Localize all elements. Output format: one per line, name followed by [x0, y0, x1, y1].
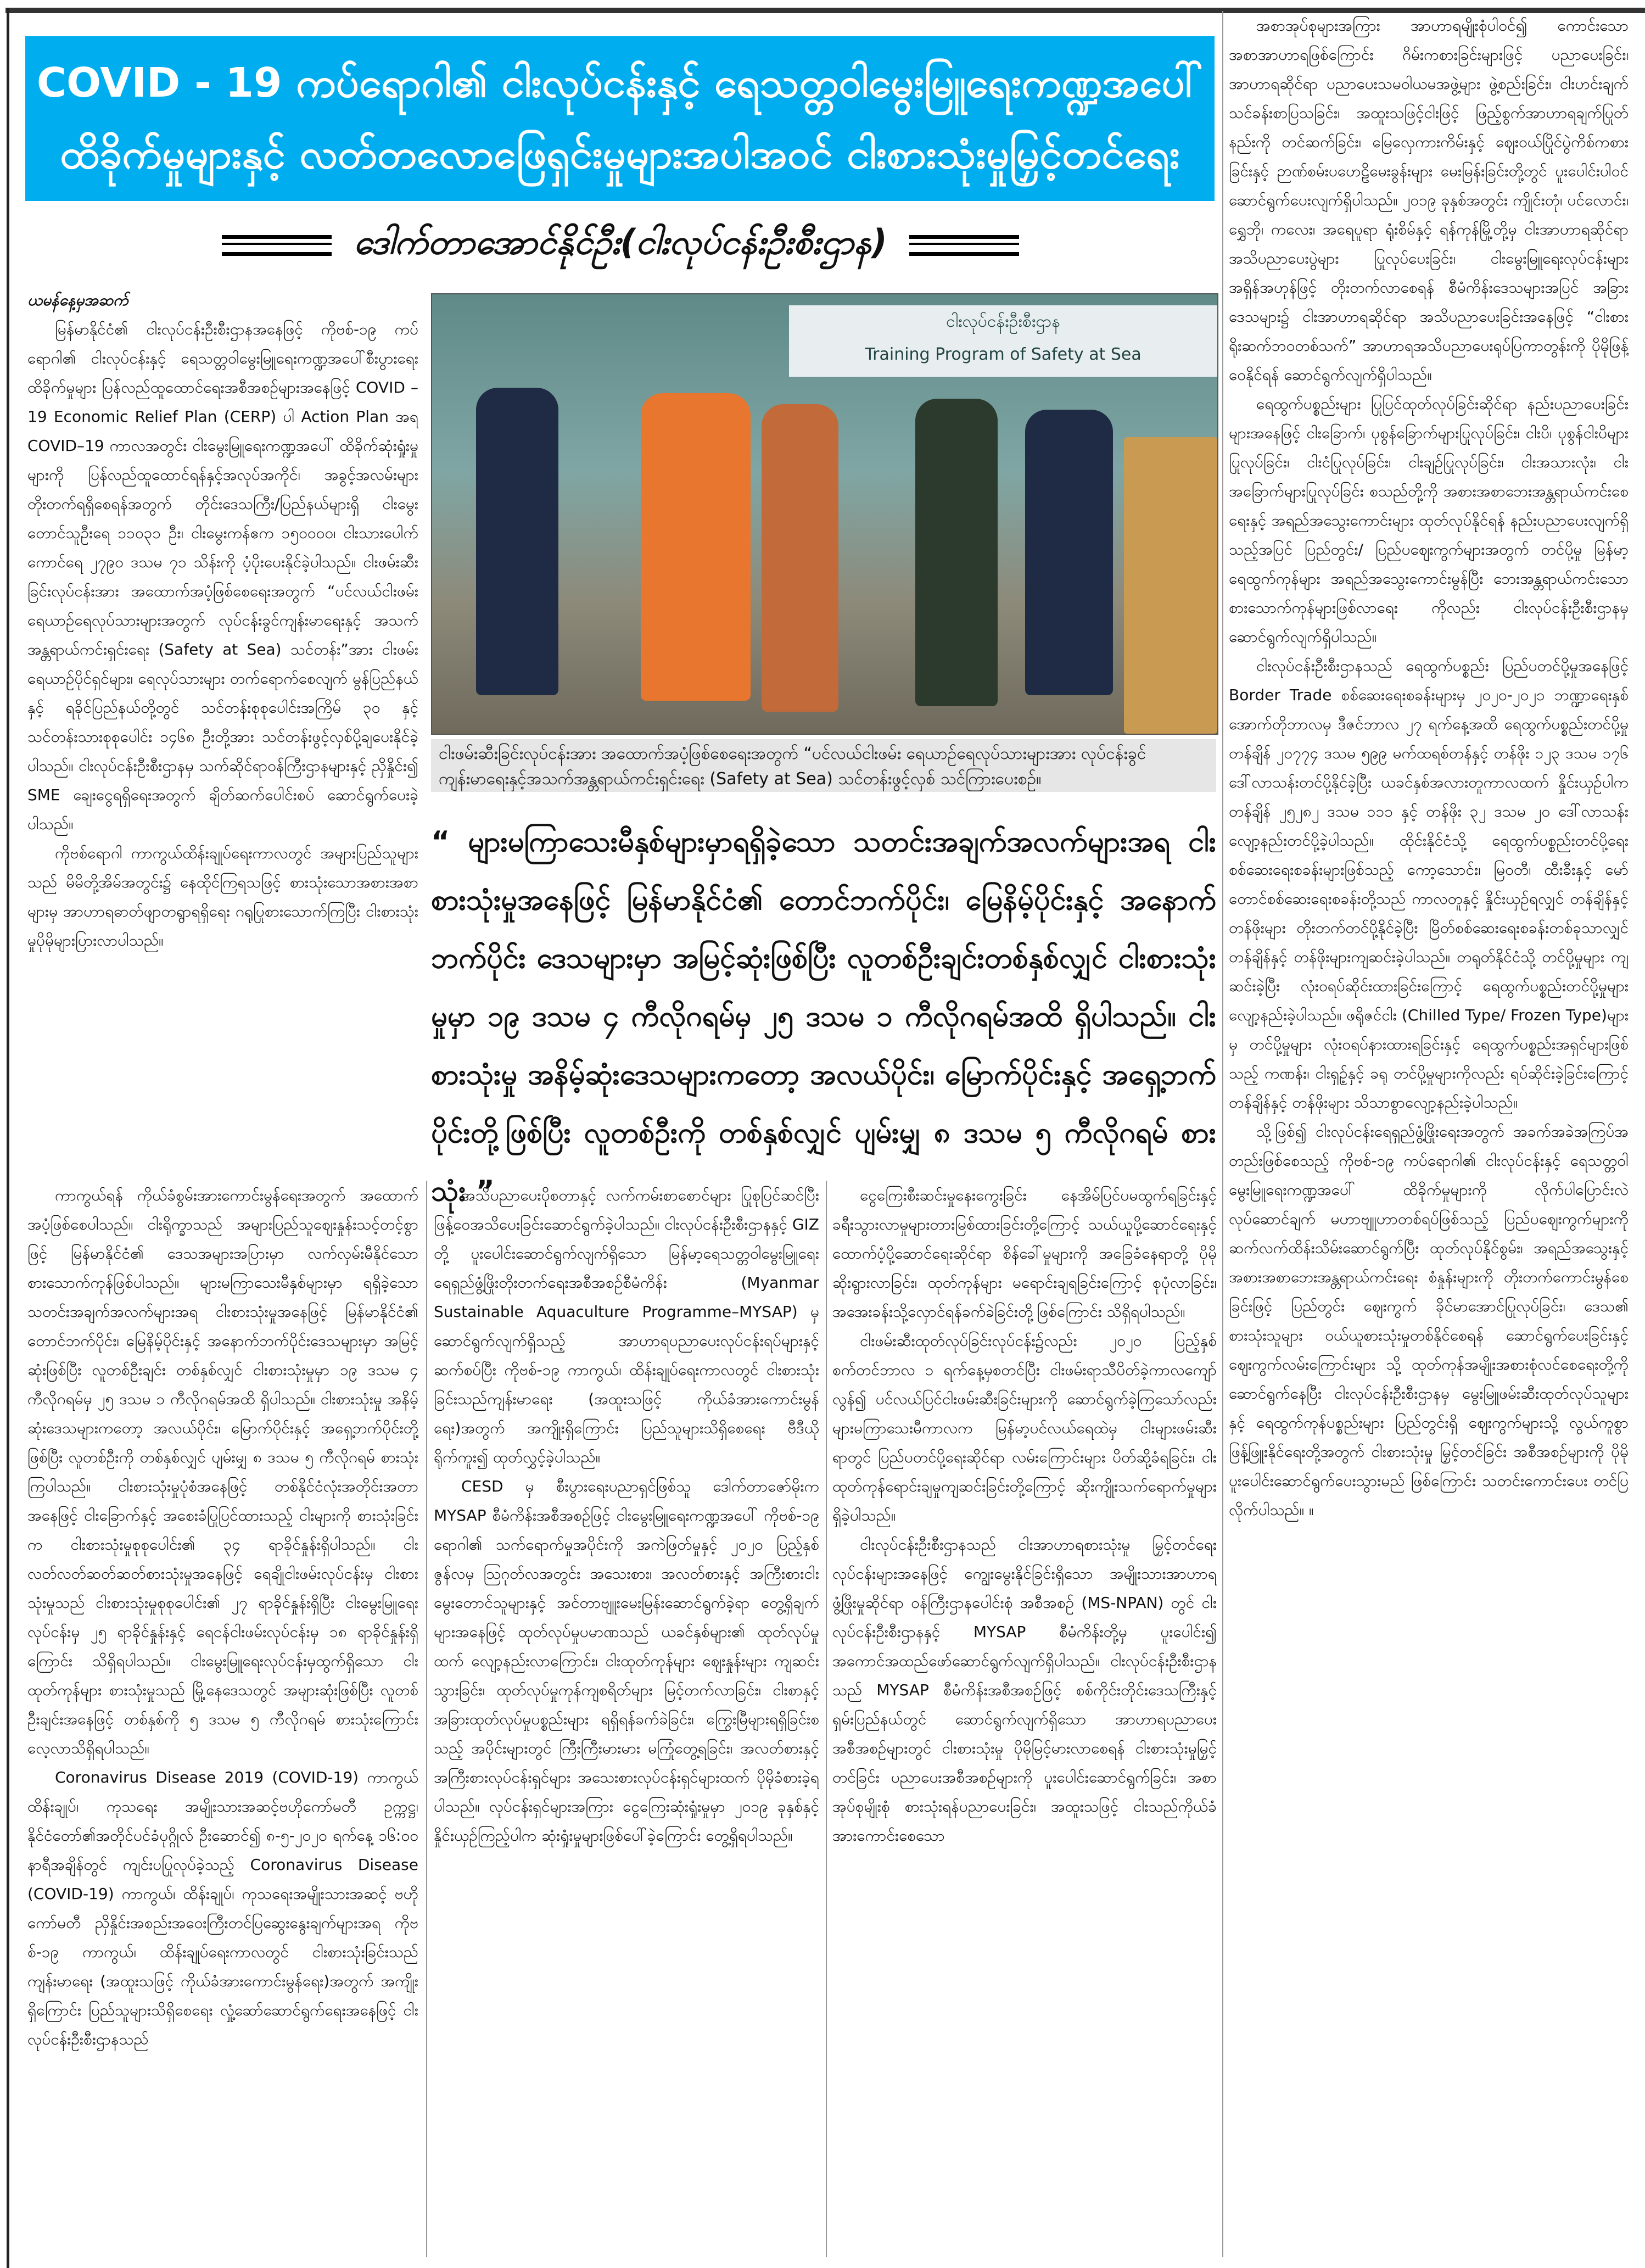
- trainee-figure: [762, 404, 838, 712]
- column-left-top: [27, 286, 418, 1164]
- column-divider: [826, 1181, 827, 2257]
- headline-line-2: ထိခိုက်မှုများနှင့် လတ်တလောဖြေရှင်းမှုများအပါအဝင် ငါးစားသုံးမှုမြှင့်တင်ရေး: [60, 131, 1180, 178]
- column-divider: [426, 1181, 427, 2257]
- firefighter-figure: [915, 399, 998, 706]
- paragraph: Coronavirus Disease 2019 (COVID-19) ကာကွယ်ထိန်းချုပ်၊ ကုသရေး အမျိုးသားအဆင့်ဗဟိုကော်မတီ ဥက္ကဋ္ဌ၊ နိုင်ငံတော်၏အတိုင်ပင်ခံပုဂ္ဂိုလ် ဦးဆောင်၍ ၈-၅-၂၀၂၀ ရက်နေ့ ၁၆:၀၀ နာရီအချိန်တွင် ကျင်းပပြုလုပ်ခဲ့သည့် Coronavirus Disease (COVID-19) ကာကွယ်၊ ထိန်းချုပ်၊ ကုသရေးအမျိုးသားအဆင့် ဗဟိုကော်မတီ ညှိနှိုင်းအစည်းအဝေးကြီးတင်ပြဆွေးနွေးချက်များအရ ကိုဗစ်-၁၉ ကာကွယ်၊ ထိန်းချုပ်ရေးကာလတွင် ငါးစားသုံးခြင်းသည် ကျန်းမာရေး (အထူးသဖြင့် ကိုယ်ခံအားကောင်းမွန်ရေး)အတွက် အကျိုးရှိကြောင်း ပြည်သူများသိရှိစေရေး လှုံ့ဆော်ဆောင်ရွက်ရေးအနေဖြင့် ငါးလုပ်ငန်းဦးစီးဌာနသည်: [27, 1768, 418, 2048]
- column-1: [27, 1181, 418, 2257]
- photo-banner: [789, 305, 1217, 377]
- headline-line-1: COVID - 19 ကပ်ရောဂါ၏ ငါးလုပ်ငန်းနှင့် ရေသတ္တဝါမွေးမြူရေးကဏ္ဍအပေါ်: [36, 59, 1204, 107]
- paragraph: ငါးဖမ်းဆီးထုတ်လုပ်ခြင်းလုပ်ငန်း၌လည်း ၂၀၂၀ ပြည့်နှစ် စက်တင်ဘာလ ၁ ရက်နေ့မှစတင်ပြီး ငါးဖမ်းရာသီပိတ်ခဲ့ကာလကျော်လွန်၍ ပင်လယ်ပြင်ငါးဖမ်းဆီးခြင်းများကို ဆောင်ရွက်ခဲ့ကြသော်လည်း များမကြာသေးမီကာလက မြန်မာ့ပင်လယ်ရေထဲမှ ငါးများဖမ်းဆီးရာတွင် ပြည်ပတင်ပို့ရေးဆိုင်ရာ လမ်းကြောင်းများ ပိတ်ဆို့ခံရခြင်း၊ ငါးထုတ်ကုန်ရောင်းချမှုကျဆင်းခြင်းတို့ကြောင့် ဆိုးကျိုးသက်ရောက်မှုများ ရှိခဲ့ပါသည်။: [832, 1332, 1217, 1524]
- paragraph: ငါးလုပ်ငန်းဦးစီးဌာနသည် ငါးအာဟာရစားသုံးမှု မြှင့်တင်ရေးလုပ်ငန်းများအနေဖြင့် ကျွေးမွေးနိုင်ခြင်းရှိသော အမျိုးသားအာဟာရဖွံ့ဖြိုးမှုဆိုင်ရာ ဝန်ကြီးဌာနပေါင်းစုံ အစီအစဉ် (MS-NPAN) တွင် ငါးလုပ်ငန်းဦးစီးဌာနနှင့် MYSAP စီမံကိန်းတို့မှ ပူးပေါင်း၍ အကောင်အထည်ဖော်ဆောင်ရွက်လျက်ရှိပါသည်။ ငါးလုပ်ငန်းဦးစီးဌာနသည် MYSAP စီမံကိန်းအစီအစဉ်ဖြင့် စစ်ကိုင်းတိုင်းဒေသကြီးနှင့် ရှမ်းပြည်နယ်တွင် ဆောင်ရွက်လျက်ရှိသော အာဟာရပညာပေးအစီအစဉ်များတွင် ငါးစားသုံးမှု ပိုမိုမြင့်မားလာစေရန် ငါးစားသုံးမှုမြှင့်တင်ခြင်း ပညာပေးအစီအစဉ်များကို ပူးပေါင်းဆောင်ရွက်ခြင်း၊ အစာအုပ်စုမျိုးစုံ စားသုံးရန်ပညာပေးခြင်း၊ အထူးသဖြင့် ငါးသည်ကိုယ်ခံအားကောင်းစေသော: [832, 1535, 1217, 1845]
- paragraph: ရေထွက်ပစ္စည်းများ ပြုပြင်ထုတ်လုပ်ခြင်းဆိုင်ရာ နည်းပညာပေးခြင်းများအနေဖြင့် ငါးခြောက်၊ ပုစွန်ခြောက်များပြုလုပ်ခြင်း၊ ငါးပိ၊ ပုစွန်ငါးပိများပြုလုပ်ခြင်း၊ ငါးငံပြုလုပ်ခြင်း၊ ငါးချဉ်ပြုလုပ်ခြင်း၊ ငါးအသားလုံး၊ ငါးအခြောက်များပြုလုပ်ခြင်း စသည်တို့ကို အစားအစာဘေးအန္တရာယ်ကင်းစေရေးနှင့် အရည်အသွေးကောင်းများ ထုတ်လုပ်နိုင်ရန် နည်းပညာပေးလျက်ရှိသည့်အပြင် ပြည်တွင်း/ ပြည်ပဈေးကွက်များအတွက် တင်ပို့မှု မြန်မာ့ရေထွက်ကုန်များ အရည်အသွေးကောင်းမွန်ပြီး ဘေးအန္တရာယ်ကင်းသော စားသောက်ကုန်များဖြစ်လာရေး ကိုလည်း ငါးလုပ်ငန်းဦးစီးဌာနမှ ဆောင်ရွက်လျက်ရှိပါသည်။: [1229, 395, 1629, 646]
- decorative-bars: [909, 235, 1019, 256]
- pull-quote: “ များမကြာသေးမီနှစ်များမှာရရှိခဲ့သော သတင်းအချက်အလက်များအရ ငါးစားသုံးမှုအနေဖြင့် မြန်မာနိုင်ငံ၏ တောင်ဘက်ပိုင်း၊ မြေနိမ့်ပိုင်းနှင့် အနောက်ဘက်ပိုင်း ဒေသများမှာ အမြင့်ဆုံးဖြစ်ပြီး လူတစ်ဦးချင်းတစ်နှစ်လျှင် ငါးစားသုံးမှုမှာ ၁၉ ဒသမ ၄ ကီလိုဂရမ်မှ ၂၅ ဒသမ ၁ ကီလိုဂရမ်အထိ ရှိပါသည်။ ငါးစားသုံးမှု အနိမ့်ဆုံးဒေသများကတော့ အလယ်ပိုင်း၊ မြောက်ပိုင်းနှင့် အရှေ့ဘက်ပိုင်းတို့ဖြစ်ပြီး လူတစ်ဦးကို တစ်နှစ်လျှင် ပျမ်းမျှ ၈ ဒသမ ၅ ကီလိုဂရမ် စားသုံး ”: [431, 825, 1217, 1208]
- byline: [165, 215, 1076, 276]
- decorative-bars: [222, 235, 332, 256]
- continued-label: ယမန်နေ့မှအဆက်: [27, 291, 128, 309]
- column-right: [1229, 11, 1629, 2257]
- paragraph: ငွေကြေးစီးဆင်းမှုနေးကွေးခြင်း နေအိမ်ပြင်ပမထွက်ရခြင်းနှင့် ခရီးသွားလာမှုများတားမြစ်ထားခြင်းတို့ကြောင့် သယ်ယူပို့ဆောင်ရေးနှင့် ထောက်ပံ့ပို့ဆောင်ရေးဆိုင်ရာ စိန်ခေါ်မှုများကို အခြေခံနေရာတို့ ပိုမိုဆိုးရွားလာခြင်း၊ ထုတ်ကုန်များ မရောင်းချရခြင်းကြောင့် စုပုံလာခြင်း၊ အအေးခန်းသို့လှောင်ရန်ခက်ခဲခြင်းတို့ဖြစ်ကြောင်း သိရှိရပါသည်။: [832, 1186, 1217, 1321]
- banner-text-2: Training Program of Safety at Sea: [865, 345, 1142, 364]
- paragraph: သို့ဖြစ်၍ ငါးလုပ်ငန်းရေရှည်ဖွံ့ဖြိုးရေးအတွက် အခက်အခဲအကြပ်အတည်းဖြစ်စေသည့် ကိုဗစ်-၁၉ ကပ်ရောဂါ၏ ငါးလုပ်ငန်းနှင့် ရေသတ္တဝါမွေးမြူရေးကဏ္ဍအပေါ် ထိခိုက်မှုများကို လိုက်ပါပြောင်းလဲ လုပ်ဆောင်ချက် မဟာဗျူဟာတစ်ရပ်ဖြစ်သည့် ပြည်ပဈေးကွက်များကို ဆက်လက်ထိန်းသိမ်းဆောင်ရွက်ပြီး ထုတ်လုပ်နိုင်စွမ်း၊ အရည်အသွေးနှင့် အစားအစာဘေးအန္တရာယ်ကင်းရေး စံနှုန်းများကို တိုးတက်ကောင်းမွန်စေခြင်းဖြင့် ပြည်တွင်း ဈေးကွက် ခိုင်မာအောင်ပြုလုပ်ခြင်း၊ ဒေသ၏ စားသုံးသူများ ဝယ်ယူစားသုံးမှုတစ်နိုင်စေရန် ဆောင်ရွက်ပေးခြင်းနှင့် ဈေးကွက်လမ်းကြောင်းများ သို့ ထုတ်ကုန်အမျိုးအစားစုံလင်စေရေးတို့ကို ဆောင်ရွက်နေပြီး ငါးလုပ်ငန်းဦးစီးဌာနမှ မွေးမြူဖမ်းဆီးထုတ်လုပ်သူများနှင့် ရေထွက်ကုန်ပစ္စည်းများ ပြည်တွင်းရှိ ဈေးကွက်များသို့ လွယ်ကူစွာဖြန့်ဖြူးနိုင်ရေးတို့အတွက် ငါးစားသုံးမှု မြှင့်တင်ခြင်း အစီအစဉ်များကို ပိုမိုပူးပေါင်းဆောင်ရွက်ပေးသွားမည် ဖြစ်ကြောင်း သတင်းကောင်းပေး တင်ပြလိုက်ပါသည်။ ။: [1229, 1122, 1629, 1519]
- paragraph: ငါးလုပ်ငန်းဦးစီးဌာနသည် ရေထွက်ပစ္စည်း ပြည်ပတင်ပို့မှုအနေဖြင့် Border Trade စစ်ဆေးရေးစခန်းများမှ ၂၀၂၀-၂၀၂၁ ဘဏ္ဍာရေးနှစ် အောက်တိုဘာလမှ ဒီဇင်ဘာလ ၂၇ ရက်နေ့အထိ ရေထွက်ပစ္စည်းတင်ပို့မှု တန်ချိန် ၂၀၇၇၄ ဒသမ ၅၉၉ မက်ထရစ်တန်နှင့် တန်ဖိုး ၁၂၃ ဒသမ ၁၇၆ ဒေါ်လာသန်းတင်ပို့နိုင်ခဲ့ပြီး ယခင်နှစ်အလားတူကာလထက် နှိုင်းယှဉ်ပါက တန်ချိန် ၂၅၂၈၂ ဒသမ ၁၁၁ နှင့် တန်ဖိုး ၃၂ ဒသမ ၂၀ ဒေါ်လာသန်း လျော့နည်းတင်ပို့ခဲ့ပါသည်။ ထိုင်းနိုင်ငံသို့ ရေထွက်ပစ္စည်းတင်ပို့ရေး စစ်ဆေးရေးစခန်းများဖြစ်သည့် ကော့သောင်း၊ မြဝတီ၊ ထီးခီးနှင့် မော်တောင်စစ်ဆေးရေးစခန်းတို့သည် ကာလတူနှင့် နှိုင်းယှဉ်ရလျှင် တန်ချိန်နှင့်တန်ဖိုးများ တိုးတက်တင်ပို့နိုင်ခဲ့ပြီး မြိတ်စစ်ဆေးရေးစခန်းတစ်ခုသာလျှင် တန်ချိန်နှင့် တန်ဖိုးများကျဆင်းခဲ့ပါသည်။ တရုတ်နိုင်ငံသို့ တင်ပို့မှုများ ကျဆင်းခဲ့ပြီး လုံးဝရပ်ဆိုင်းထားခြင်းကြောင့် ရေထွက်ပစ္စည်းတင်ပို့မှုများ လျော့နည်းခဲ့ပါသည်။ ဖရိုဇင်ငါး (Chilled Type/ Frozen Type)များမှ တင်ပို့မှုများ လုံးဝရပ်နားထားရခြင်းနှင့် ရေထွက်ပစ္စည်းအရှင်များဖြစ်သည့် ကဏန်း၊ ငါးရှဉ့်နှင့် ခရု တင်ပို့မှုများကိုလည်း ရပ်ဆိုင်းခဲ့ခြင်းကြောင့် တန်ချိန်နှင့် တန်ဖိုးများ သိသာစွာလျော့နည်းခဲ့ပါသည်။: [1229, 657, 1629, 1111]
- officer-figure: [1025, 410, 1113, 695]
- column-2: [434, 1181, 819, 2257]
- paragraph: CESD မှ စီးပွားရေးပညာရှင်ဖြစ်သူ ဒေါက်တာဇော်မိုးက MYSAP စီမံကိန်းအစီအစဉ်ဖြင့် ငါးမွေးမြူရေးကဏ္ဍအပေါ် ကိုဗစ်-၁၉ ရောဂါ၏ သက်ရောက်မှုအပိုင်းကို အကဲဖြတ်မှုနှင့် ၂၀၂၀ ပြည့်နှစ် ဇွန်လမှ ဩဂုတ်လအတွင်း အသေးစား၊ အလတ်စားနှင့် အကြီးစားငါးမွေးတောင်သူများနှင့် အင်တာဗျူးမေးမြန်းဆောင်ရွက်ခဲ့ရာ တွေ့ရှိချက်များအနေဖြင့် ထုတ်လုပ်မှုပမာဏသည် ယခင်နှစ်များ၏ ထုတ်လုပ်မှုထက် လျော့နည်းလာကြောင်း၊ ငါးထုတ်ကုန်များ ဈေးနှုန်းများ ကျဆင်းသွားခြင်း၊ ထုတ်လုပ်မှုကုန်ကျစရိတ်များ မြင့်တက်လာခြင်း၊ ငါးစာနှင့်အခြားထုတ်လုပ်မှုပစ္စည်းများ ရရှိရန်ခက်ခဲခြင်း၊ ကြွေးမြီများရရှိခြင်းစသည့် အပိုင်းများတွင် ကြီးကြီးမားမား မကြုံတွေ့ရခြင်း၊ အလတ်စားနှင့်အကြီးစားလုပ်ငန်းရှင်များ အသေးစားလုပ်ငန်းရှင်များထက် ပိုမိုခံစားခဲ့ရပါသည်။ လုပ်ငန်းရှင်များအကြား ငွေကြေးဆုံးရှုံးမှုမှာ ၂၀၁၉ ခုနှစ်နှင့် နှိုင်းယှဉ်ကြည့်ပါက ဆုံးရှုံးမှုများဖြစ်ပေါ်ခဲ့ကြောင်း တွေ့ရှိရပါသည်။: [434, 1477, 819, 1845]
- left-rule: [7, 8, 9, 2268]
- author-name: ဒေါက်တာအောင်နိုင်ဦး(ငါးလုပ်ငန်းဦးစီးဌာန): [354, 221, 887, 262]
- paragraph: အသိပညာပေးပိုစတာနှင့် လက်ကမ်းစာစောင်များ ပြုစုပြင်ဆင်ပြီး ဖြန့်ဝေအသိပေးခြင်းဆောင်ရွက်ခဲ့ပါသည်။ ငါးလုပ်ငန်းဦးစီးဌာနနှင့် GIZ တို့ ပူးပေါင်းဆောင်ရွက်လျက်ရှိသော မြန်မာ့ရေသတ္တဝါမွေးမြူရေး ရေရှည်ဖွံ့ဖြိုးတိုးတက်ရေးအစီအစဉ်စီမံကိန်း (Myanmar Sustainable Aquaculture Programme–MYSAP) မှ ဆောင်ရွက်လျက်ရှိသည့် အာဟာရပညာပေးလုပ်ငန်းရပ်များနှင့် ဆက်စပ်ပြီး ကိုဗစ်-၁၉ ကာကွယ်၊ ထိန်းချုပ်ရေးကာလတွင် ငါးစားသုံးခြင်းသည်ကျန်းမာရေး (အထူးသဖြင့် ကိုယ်ခံအားကောင်းမွန်ရေး)အတွက် အကျိုးရှိကြောင်း ပြည်သူများသိရှိစေရေး ဗီဒီယိုရိုက်ကူး၍ ထုတ်လွှင့်ခဲ့ပါသည်။: [434, 1186, 819, 1466]
- news-photo: [431, 293, 1218, 735]
- paragraph: ကိုဗစ်ရောဂါ ကာကွယ်ထိန်းချုပ်ရေးကာလတွင် အများပြည်သူများသည် မိမိတို့အိမ်အတွင်း၌ နေထိုင်ကြရသဖြင့် စားသုံးသောအစားအစာများမှ အာဟာရဓာတ်ဖျာတရွာရရှိရေး ဂရုပြုစားသောက်ကြပြီး ငါးစားသုံးမှုပိုမိုများပြားလာပါသည်။: [27, 844, 418, 949]
- column-divider: [1222, 11, 1223, 2257]
- paragraph: အစာအုပ်စုများအကြား အာဟာရမျိုးစုံပါဝင်၍ ကောင်းသောအစာအာဟာရဖြစ်ကြောင်း ဂိမ်းကစားခြင်းများဖြင့် ပညာပေးခြင်း၊ အာဟာရဆိုင်ရာ ပညာပေးသမဝါယမအဖွဲ့များ ဖွဲ့စည်းခြင်း၊ ငါးဟင်းချက်သင်ခန်းစာပြသခြင်း၊ အထူးသဖြင့်ငါးဖြင့် ဖြည့်စွက်အာဟာရချက်ပြုတ်နည်းကို တင်ဆက်ခြင်း၊ မြေလှေကားကိမ်းနှင့် ဈေးဝယ်ပြိုင်ပွဲကိစ်ကစားခြင်းနှင့် ဉာဏ်စမ်းပဟေဠိမေးခွန်းများ မေးမြန်းခြင်းတို့တွင် ပူးပေါင်းပါဝင် ဆောင်ရွက်ပေးလျက်ရှိပါသည်။ ၂၀၁၉ ခုနှစ်အတွင်း ကျိုင်းတုံ၊ ပင်လောင်း၊ ရွှေဘို၊ ကလေး၊ အရေပူရာ ရုံးစိမ်နှင့် ရန်ကုန်မြို့တို့မှ ငါးအာဟာရဆိုင်ရာ အသိပညာပေးပွဲများ ပြုလုပ်ပေးခြင်း၊ ငါးမွေးမြူရေးလုပ်ငန်းများ အရှိန်အဟုန်ဖြင့် တိုးတက်လာစေရန် စီမံကိန်းဒေသများအပြင် အခြားဒေသများ၌ ငါးအာဟာရဆိုင်ရာ အသိပညာပေးခြင်းအနေဖြင့် “ငါးစားရိုးဆက်ဘဝတစ်သက်” အာဟာရအသိပညာပေးရုပ်ပြကာတွန်းကို ပိုမိုဖြန့်ဝေနိုင်ရန် ဆောင်ရွက်လျက်ရှိပါသည်။: [1229, 16, 1629, 384]
- photo-caption: ငါးဖမ်းဆီးခြင်းလုပ်ငန်းအား အထောက်အပံ့ဖြစ်စေရေးအတွက် “ပင်လယ်ငါးဖမ်း ရေယာဉ်ရေလုပ်သားများအား လုပ်ငန်းခွင်ကျန်းမာရေးနှင့်အသက်အန္တရာယ်ကင်းရှင်းရေး (Safety at Sea) သင်တန်းဖွင့်လှစ် သင်ကြားပေးစဉ်။: [431, 739, 1216, 792]
- instructor-figure: [641, 393, 751, 701]
- paragraph: မြန်မာနိုင်ငံ၏ ငါးလုပ်ငန်းဦးစီးဌာနအနေဖြင့် ကိုဗစ်-၁၉ ကပ်ရောဂါ၏ ငါးလုပ်ငန်းနှင့် ရေသတ္တဝါမွေးမြူရေးကဏ္ဍအပေါ်စီးပွားရေးထိခိုက်မှုများ ပြန်လည်ထူထောင်ရေးအစီအစဉ်များအနေဖြင့် COVID –19 Economic Relief Plan (CERP) ပါ Action Plan အရ COVID–19 ကာလအတွင်း ငါးမွေးမြူရေးကဏ္ဍအပေါ် ထိခိုက်ဆုံးရှုံးမှုများကို ပြန်လည်ထူထောင်ရန်နှင့်အလုပ်အကိုင်၊ အခွင့်အလမ်းများ တိုးတက်ရရှိစေရန်အတွက် တိုင်းဒေသကြီး/ပြည်နယ်များရှိ ငါးမွေးတောင်သူဦးရေ ၁၁၀၃၁ ဦး၊ ငါးမွေးကန်ဧက ၁၅၀၀၀၀၊ ငါးသားပေါက်ကောင်ရေ ၂၇၉၀ ဒသမ ၇၁ သိန်းကို ပံ့ပိုးပေးနိုင်ခဲ့ပါသည်။ ငါးဖမ်းဆီးခြင်းလုပ်ငန်းအား အထောက်အပံ့ဖြစ်စေရေးအတွက် “ပင်လယ်ငါးဖမ်းရေယာဉ်ရေလုပ်သားများအတွက် လုပ်ငန်းခွင်ကျန်းမာရေးနှင့် အသက်အန္တရာယ်ကင်းရှင်းရေး (Safety at Sea) သင်တန်း”အား ငါးဖမ်းရေယာဉ်ပိုင်ရှင်များ၊ ရေလုပ်သားများ တက်ရောက်စေလျက် မွန်ပြည်နယ်နှင့် ရခိုင်ပြည်နယ်တို့တွင် သင်တန်းစုစုပေါင်းအကြိမ် ၃၀ နှင့် သင်တန်းသားစုစုပေါင်း ၁၄၆၈ ဦးတို့အား သင်တန်းဖွင့်လှစ်ပို့ချပေးနိုင်ခဲ့ပါသည်။ ငါးလုပ်ငန်းဦးစီးဌာနမှ သက်ဆိုင်ရာဝန်ကြီးဌာနများနှင့် ညှိနှိုင်း၍ SME ချေးငွေရရှိရေးအတွက် ချိတ်ဆက်ပေါင်းစပ် ဆောင်ရွက်ပေးခဲ့ပါသည်။: [27, 320, 418, 833]
- officer-figure: [476, 388, 558, 695]
- banner-text: ငါးလုပ်ငန်းဦးစီးဌာန: [946, 312, 1060, 331]
- paragraph: ကာကွယ်ရန် ကိုယ်ခံစွမ်းအားကောင်းမွန်ရေးအတွက် အထောက်အပံ့ဖြစ်စေပါသည်။ ငါးရိုက္ခာသည် အများပြည်သူစျေးနှုန်းသင့်တင့်စွာဖြင့် မြန်မာနိုင်ငံ၏ ဒေသအများအပြားမှာ လက်လှမ်းမီနိုင်သော စားသောက်ကုန်ဖြစ်ပါသည်။ များမကြာသေးမီနှစ်များမှာ ရရှိခဲ့သော သတင်းအချက်အလက်များအရ ငါးစားသုံးမှုအနေဖြင့် မြန်မာနိုင်ငံ၏ တောင်ဘက်ပိုင်း၊ မြေနိမ့်ပိုင်းနှင့် အနောက်ဘက်ပိုင်းဒေသများမှာ အမြင့်ဆုံးဖြစ်ပြီး လူတစ်ဦးချင်း တစ်နှစ်လျှင် ငါးစားသုံးမှုမှာ ၁၉ ဒသမ ၄ ကီလိုဂရမ်မှ ၂၅ ဒသမ ၁ ကီလိုဂရမ်အထိ ရှိပါသည်။ ငါးစားသုံးမှု အနိမ့်ဆုံးဒေသများကတော့ အလယ်ပိုင်း၊ မြောက်ပိုင်းနှင့် အရှေ့ဘက်ပိုင်းတို့ဖြစ်ပြီး လူတစ်ဦးကို တစ်နှစ်လျှင် ပျမ်းမျှ ၈ ဒသမ ၅ ကီလိုဂရမ် စားသုံးကြပါသည်။ ငါးစားသုံးမှုပုံစံအနေဖြင့် တစ်နိုင်ငံလုံးအတိုင်းအတာအနေဖြင့် ငါးခြောက်နှင့် အစေးခံပြုပြင်ထားသည့် ငါးများကို စားသုံးခြင်းက ငါးစားသုံးမှုစုစုပေါင်း၏ ၃၄ ရာခိုင်နှုန်းရှိပါသည်။ ငါးလတ်လတ်ဆတ်ဆတ်စားသုံးမှုအနေဖြင့် ရေချိုငါးဖမ်းလုပ်ငန်းမှ ငါးစားသုံးမှုသည် ငါးစားသုံးမှုစုစုပေါင်း၏ ၂၇ ရာခိုင်နှုန်းရှိပြီး ငါးမွေးမြူရေးလုပ်ငန်းမှ ၂၅ ရာခိုင်နှုန်းနှင့် ရေငန်ငါးဖမ်းလုပ်ငန်းမှ ၁၈ ရာခိုင်နှုန်းရှိကြောင်း သိရှိရပါသည်။ ငါးမွေးမြူရေးလုပ်ငန်းမှထွက်ရှိသော ငါးထုတ်ကုန်များ စားသုံးမှုသည် မြို့နေဒေသတွင် အများဆုံးဖြစ်ပြီး လူတစ်ဦးချင်းအနေဖြင့် တစ်နှစ်ကို ၅ ဒသမ ၅ ကီလိုဂရမ် စားသုံးကြောင်း လေ့လာသိရှိရပါသည်။: [27, 1186, 418, 1757]
- column-3: [832, 1181, 1217, 2257]
- headline-banner: [25, 36, 1215, 201]
- podium: [1124, 437, 1217, 734]
